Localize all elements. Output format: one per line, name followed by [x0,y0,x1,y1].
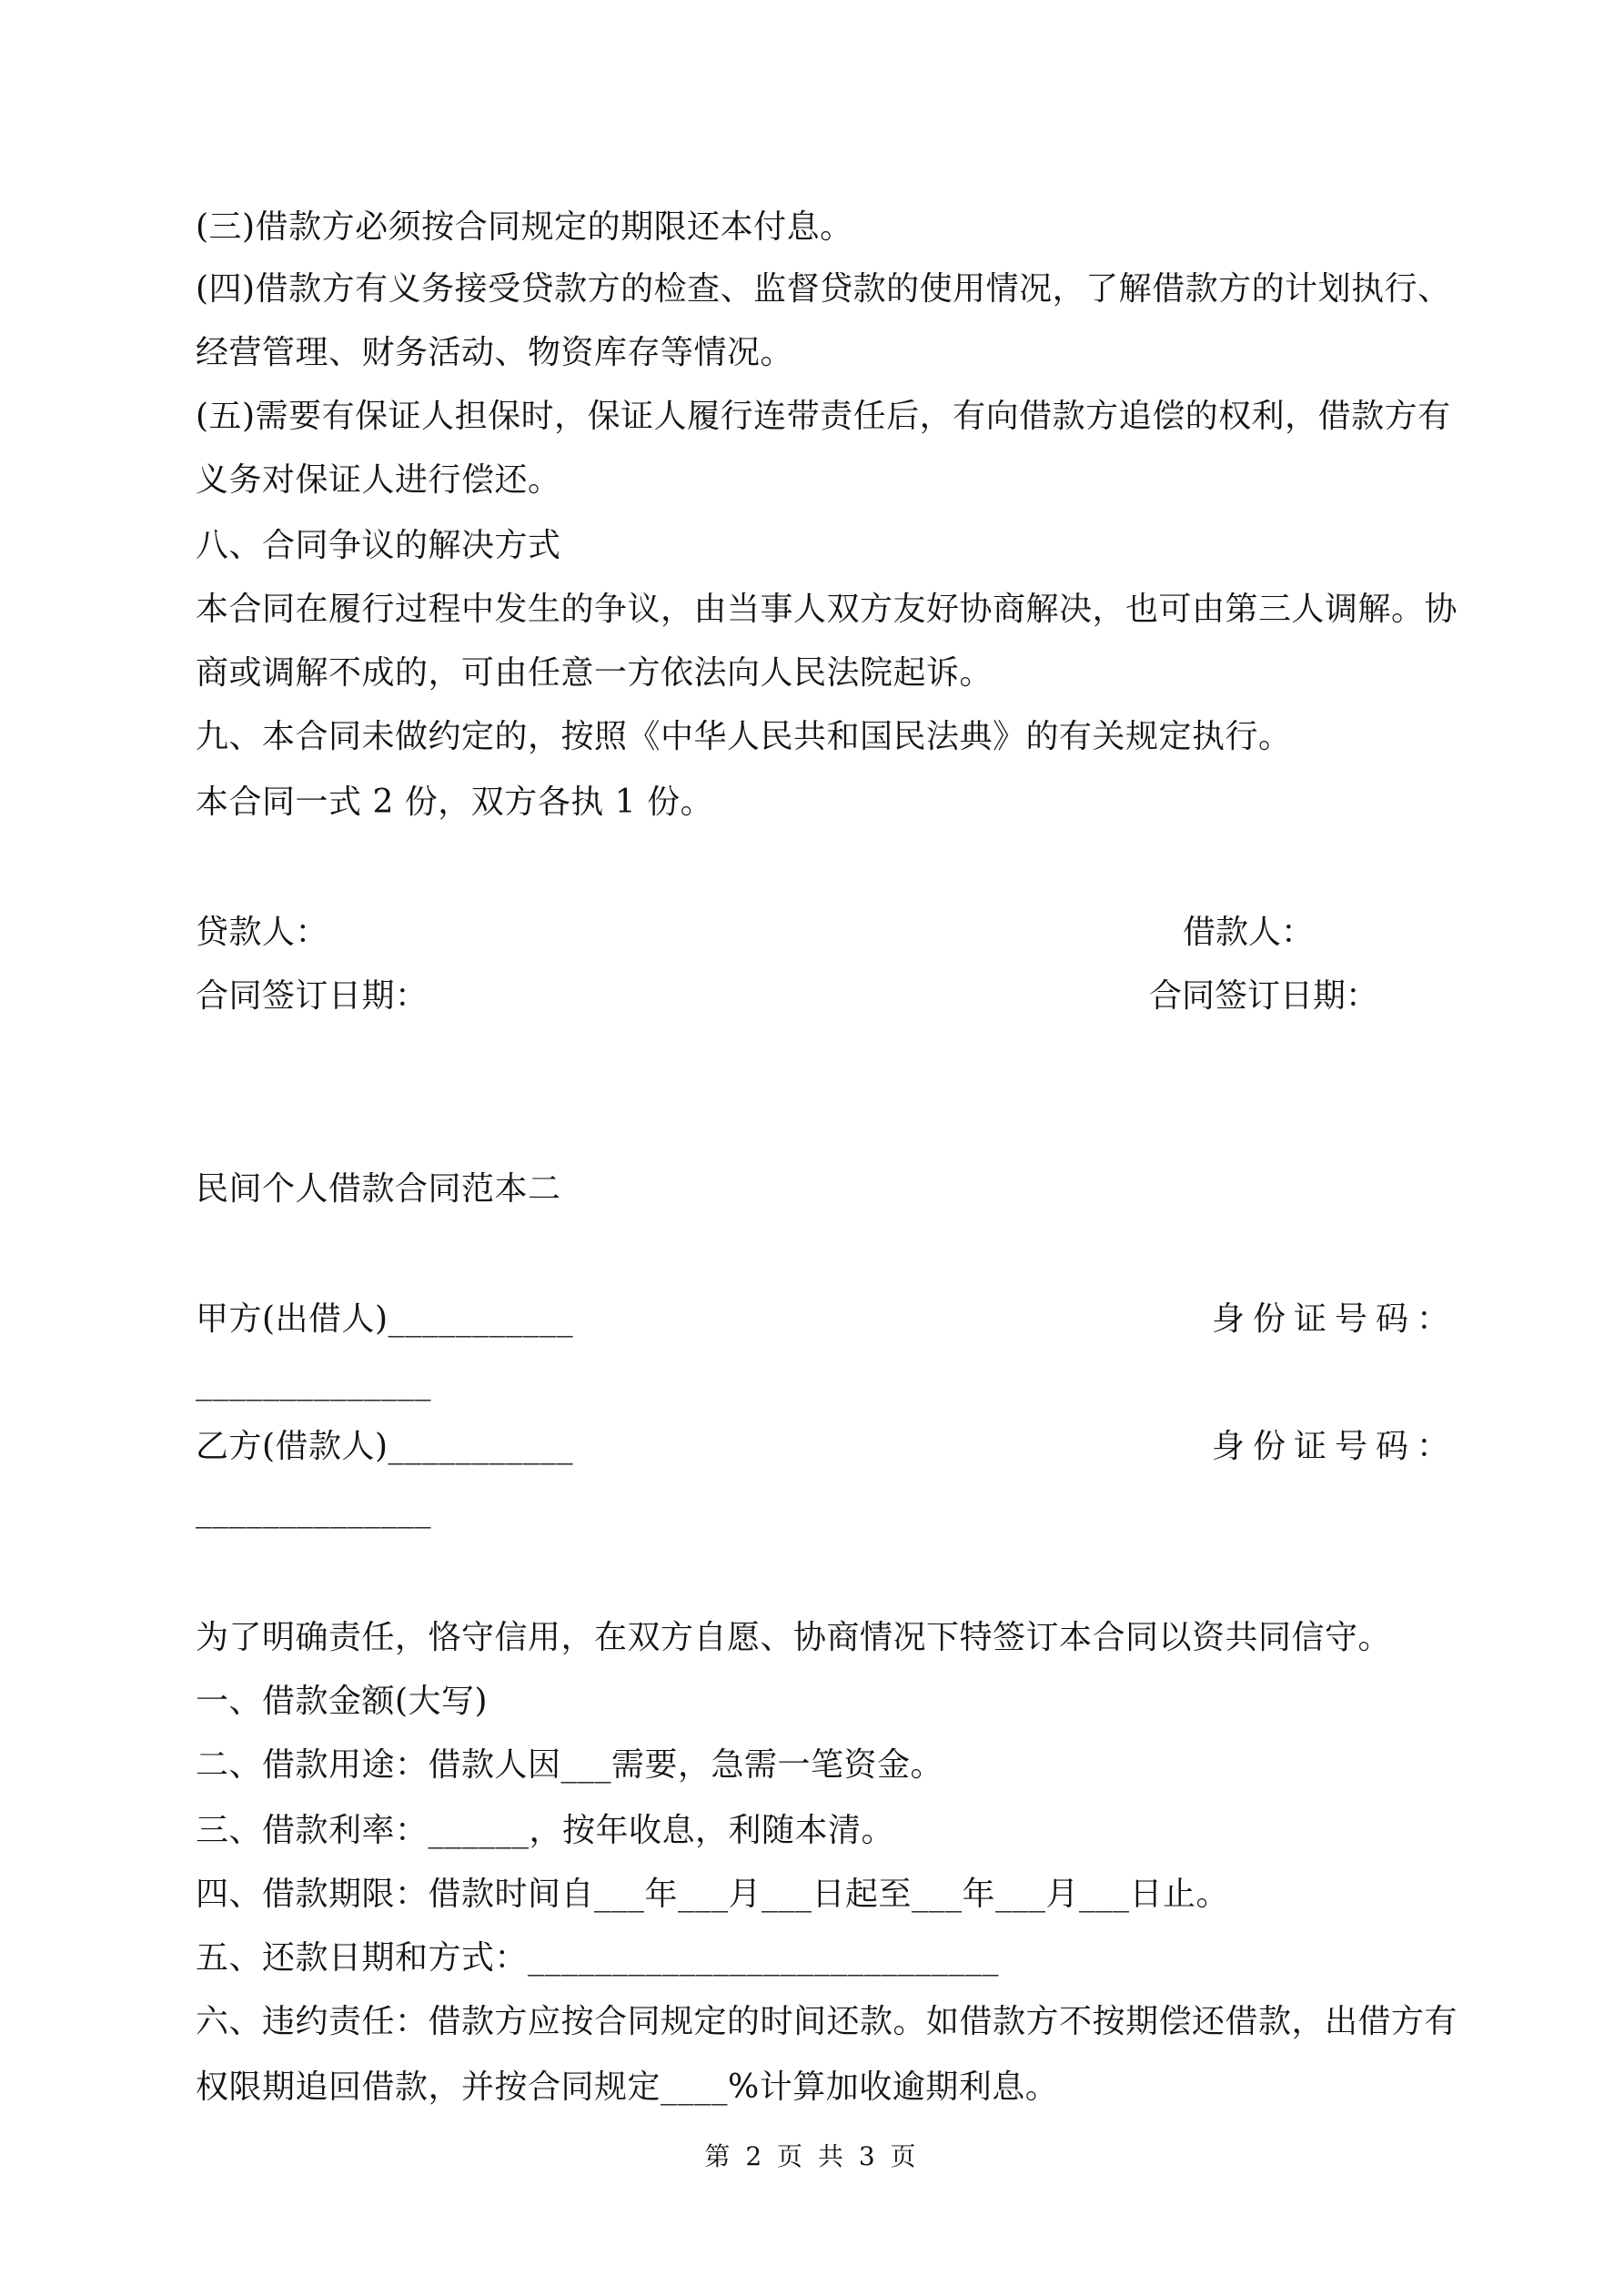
section-8-line-2: 商或调解不成的，可由任意一方依法向人民法院起诉。 [196,654,994,692]
template-2-title: 民间个人借款合同范本二 [196,1170,561,1208]
lender-date-label: 合同签订日期： [196,977,429,1015]
page-number: 第 2 页 共 3 页 [704,2141,920,2171]
clause-interest: 三、借款利率：______，按年收息，利随本清。 [196,1812,895,1849]
lender-label: 贷款人： [196,914,329,951]
section-8-title: 八、合同争议的解决方式 [196,527,561,564]
party-a-id-blank: ______________ [196,1364,431,1401]
clause-4-line-1: (四)借款方有义务接受贷款方的检查、监督贷款的使用情况，了解借款方的计划执行、 [196,270,1451,308]
copies-statement: 本合同一式 2 份，双方各执 1 份。 [196,784,714,821]
clause-default-line-1: 六、违约责任：借款方应按合同规定的时间还款。如借款方不按期偿还借款，出借方有 [196,2003,1458,2040]
clause-4-line-2: 经营管理、财务活动、物资库存等情况。 [196,334,794,371]
clause-repayment: 五、还款日期和方式：____________________________ [196,1939,1000,1977]
clause-term: 四、借款期限：借款时间自___年___月___日起至___年___月___日止。 [196,1876,1230,1913]
clause-default-line-2: 权限期追回借款，并按合同规定____%计算加收逾期利息。 [196,2068,1059,2106]
section-8-line-1: 本合同在履行过程中发生的争议，由当事人双方友好协商解决，也可由第三人调解。协 [196,591,1458,628]
party-a: 甲方(出借人)___________ [196,1300,574,1338]
party-b-id-label: 身份证号码： [1212,1428,1458,1465]
clause-3: (三)借款方必须按合同规定的期限还本付息。 [196,208,853,246]
party-a-id-label: 身份证号码： [1212,1300,1458,1338]
clause-5-line-2: 义务对保证人进行偿还。 [196,461,561,499]
party-b-id-blank: ______________ [196,1492,431,1529]
section-9: 九、本合同未做约定的，按照《中华人民共和国民法典》的有关规定执行。 [196,718,1292,755]
party-b: 乙方(借款人)___________ [196,1428,574,1465]
clause-5-line-1: (五)需要有保证人担保时，保证人履行连带责任后，有向借款方追偿的权利，借款方有 [196,398,1451,435]
intro-statement: 为了明确责任，恪守信用，在双方自愿、协商情况下特签订本合同以资共同信守。 [196,1619,1392,1656]
borrower-label: 借款人： [1183,914,1315,951]
borrower-date-label: 合同签订日期： [1149,977,1379,1015]
clause-amount: 一、借款金额(大写) [196,1683,489,1720]
clause-purpose: 二、借款用途：借款人因___需要，急需一笔资金。 [196,1746,944,1784]
